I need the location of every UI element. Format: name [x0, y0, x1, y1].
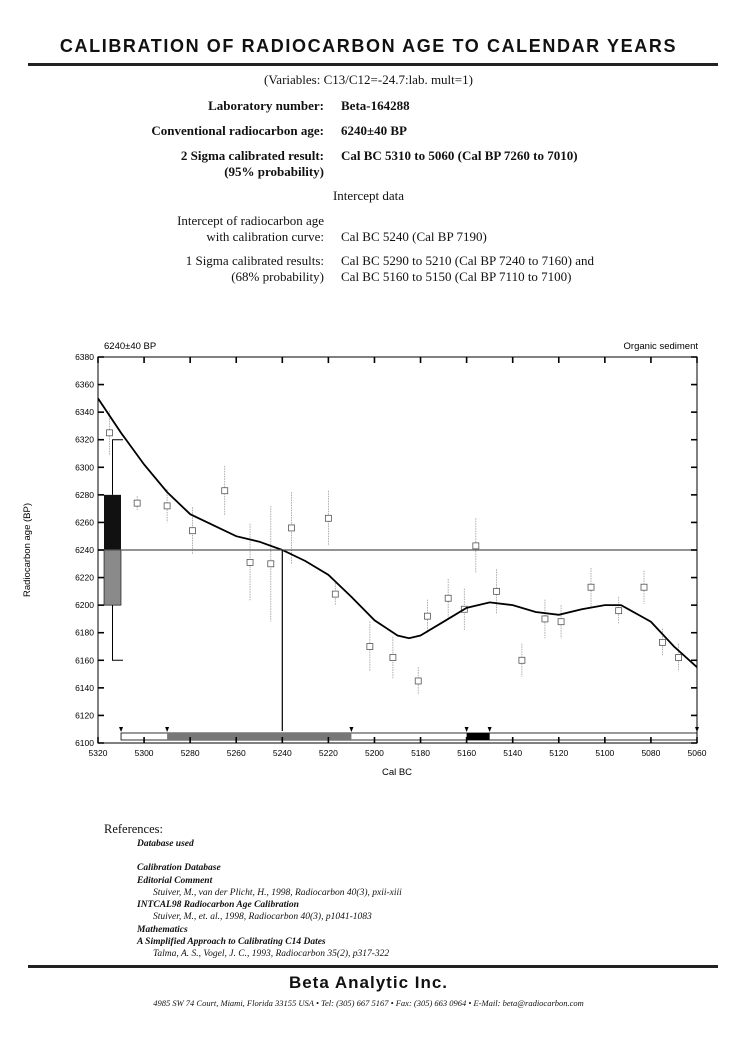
range-marker [349, 727, 353, 732]
range-marker [465, 727, 469, 732]
x-tick-label: 5140 [503, 748, 523, 758]
title-rule [28, 63, 718, 66]
data-point [415, 678, 421, 684]
x-tick-label: 5180 [411, 748, 430, 758]
one-sigma-lower-bar [104, 550, 121, 605]
calibration-database: Calibration Database [137, 863, 221, 873]
one-sigma-value-2: Cal BC 5160 to 5150 (Cal BP 7110 to 7100) [341, 269, 572, 284]
data-point [247, 559, 253, 565]
data-point [222, 488, 228, 494]
one-sigma-label: 1 Sigma calibrated results: [185, 253, 324, 268]
y-tick-label: 6200 [75, 600, 94, 611]
x-tick-label: 5080 [641, 748, 661, 758]
y-axis-label: Radiocarbon age (BP) [22, 503, 33, 597]
one-sigma-range-bar [167, 733, 351, 740]
reference-1: Stuiver, M., van der Plicht, H., 1998, Radiocarbon 40(3), pxii-xiii [153, 888, 402, 898]
chart-top-right-label: Organic sediment [623, 341, 698, 352]
page-title: CALIBRATION OF RADIOCARBON AGE TO CALENDAR YEARS [59, 36, 678, 56]
conventional-age-value: 6240±40 BP [341, 123, 407, 138]
intcal-heading: INTCAL98 Radiocarbon Age Calibration [137, 900, 299, 910]
one-sigma-upper-bar [104, 495, 121, 550]
approach-heading: A Simplified Approach to Calibrating C14 Dates [137, 937, 326, 947]
y-tick-label: 6160 [75, 655, 94, 666]
data-point [659, 639, 665, 645]
database-used: Database used [137, 839, 194, 849]
data-point [616, 608, 622, 614]
data-point [424, 613, 430, 619]
x-tick-label: 5320 [88, 748, 108, 758]
range-marker [165, 727, 169, 732]
intercept-value: Cal BC 5240 (Cal BP 7190) [341, 229, 487, 244]
footer-rule [28, 965, 718, 968]
intercept-label-2: with calibration curve: [206, 229, 324, 244]
one-sigma-probability: (68% probability) [231, 269, 324, 284]
range-marker [119, 727, 123, 732]
data-point [390, 655, 396, 661]
data-point [164, 503, 170, 509]
calibration-curve [98, 398, 697, 667]
x-tick-label: 5160 [457, 748, 477, 758]
mathematics-heading: Mathematics [137, 925, 188, 935]
x-tick-label: 5060 [687, 748, 707, 758]
references-section [104, 822, 163, 837]
data-point [676, 655, 682, 661]
y-tick-label: 6180 [75, 627, 94, 638]
variables-line: (Variables: C13/C12=-24.7:lab. mult=1) [264, 72, 473, 87]
one-sigma-value-1: Cal BC 5290 to 5210 (Cal BP 7240 to 7160) and [341, 253, 595, 268]
y-tick-label: 6260 [75, 517, 94, 528]
data-point [588, 584, 594, 590]
conventional-age-label: Conventional radiocarbon age: [151, 123, 324, 138]
y-tick-label: 6240 [75, 545, 94, 555]
data-point [641, 584, 647, 590]
x-tick-label: 5280 [180, 748, 200, 758]
data-point [494, 588, 500, 594]
chart-top-left-label: 6240±40 BP [104, 341, 157, 352]
y-tick-label: 6120 [75, 710, 94, 721]
data-point [289, 525, 295, 531]
references-heading: References: [104, 822, 163, 836]
editorial-comment: Editorial Comment [137, 876, 213, 886]
lab-number-label: Laboratory number: [208, 98, 324, 113]
data-point [332, 591, 338, 597]
range-marker [488, 727, 492, 732]
y-tick-label: 6100 [75, 738, 94, 748]
x-tick-label: 5260 [226, 748, 246, 758]
y-tick-label: 6280 [75, 489, 94, 500]
calibration-chart [0, 335, 737, 785]
x-tick-label: 5120 [549, 748, 569, 758]
x-tick-label: 5220 [318, 748, 338, 758]
x-tick-label: 5200 [365, 748, 384, 758]
x-tick-label: 5240 [272, 748, 292, 758]
company-address: 4985 SW 74 Court, Miami, Florida 33155 USA • Tel: (305) 667 5167 • Fax: (305) 663 0964 • E-Mail: beta@radiocarbon.com [153, 998, 584, 1008]
data-point [445, 595, 451, 601]
one-sigma-range-bar [467, 733, 490, 740]
data-point [558, 619, 564, 625]
two-sigma-value: Cal BC 5310 to 5060 (Cal BP 7260 to 7010) [341, 148, 578, 163]
y-tick-label: 6360 [75, 379, 94, 390]
lab-number-value: Beta-164288 [341, 98, 410, 113]
reference-2: Stuiver, M., et. al., 1998, Radiocarbon 40(3), p1041-1083 [153, 912, 372, 922]
x-tick-label: 5100 [595, 748, 615, 758]
intercept-heading: Intercept data [332, 188, 405, 203]
x-tick-label: 5300 [134, 748, 154, 758]
reference-3: Talma, A. S., Vogel, J. C., 1993, Radiocarbon 35(2), p317-322 [153, 949, 390, 959]
y-tick-label: 6340 [75, 407, 94, 418]
y-tick-label: 6320 [75, 434, 94, 445]
data-point [325, 515, 331, 521]
intercept-label-1: Intercept of radiocarbon age [177, 213, 324, 228]
y-tick-label: 6380 [75, 352, 94, 362]
data-point [268, 561, 274, 567]
company-name: Beta Analytic Inc. [288, 973, 449, 992]
data-point [189, 528, 195, 534]
data-point [542, 616, 548, 622]
y-tick-label: 6220 [75, 572, 94, 583]
data-point [107, 430, 113, 436]
data-point [519, 657, 525, 663]
x-axis-label: Cal BC [381, 767, 413, 778]
y-tick-label: 6140 [75, 682, 94, 693]
two-sigma-probability: (95% probability) [224, 164, 324, 179]
data-point [367, 644, 373, 650]
data-point [134, 500, 140, 506]
two-sigma-label: 2 Sigma calibrated result: [180, 148, 324, 163]
data-point [473, 543, 479, 549]
y-tick-label: 6300 [75, 462, 94, 473]
